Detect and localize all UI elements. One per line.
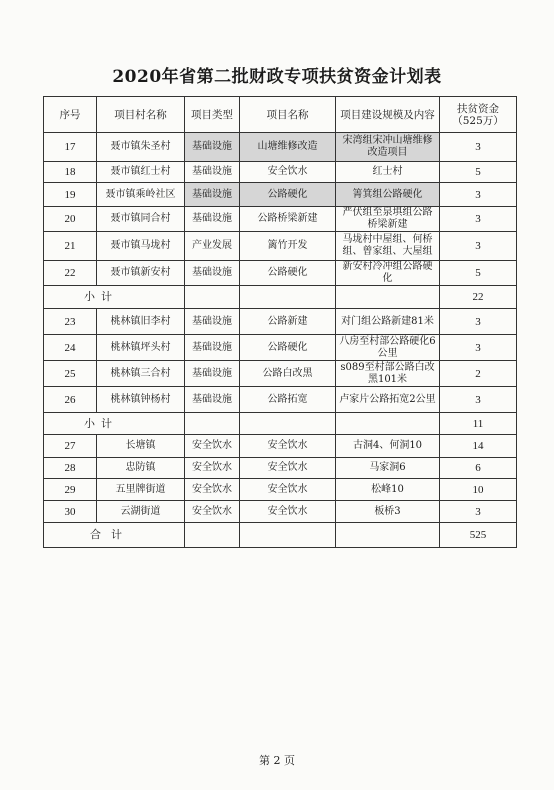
project-name: 安全饮水	[240, 435, 336, 458]
empty-cell	[240, 286, 336, 309]
page-number: 第 2 页	[259, 754, 295, 767]
subtotal-fund: 11	[440, 413, 517, 435]
fund-amount: 3	[440, 232, 517, 261]
row-no: 30	[44, 501, 97, 523]
village-name: 聂市镇新安村	[97, 261, 185, 286]
table-row	[44, 207, 517, 232]
project-type: 基础设施	[185, 261, 240, 286]
header-no: 序号	[44, 97, 97, 133]
row-no: 22	[44, 261, 97, 286]
project-name: 公路桥梁新建	[240, 207, 336, 232]
project-scale: 松峰10	[336, 479, 440, 501]
header-type: 项目类型	[185, 97, 240, 133]
project-scale: 宋湾组宋冲山塘维修改造项目	[336, 133, 440, 162]
village-name: 云湖街道	[97, 501, 185, 523]
project-name: 安全饮水	[240, 479, 336, 501]
empty-cell	[336, 413, 440, 435]
project-scale: 八房至村部公路硬化6公里	[336, 335, 440, 361]
village-name: 桃林镇坪头村	[97, 335, 185, 361]
fund-amount: 10	[440, 479, 517, 501]
village-name: 聂市镇朱圣村	[97, 133, 185, 162]
table-row	[44, 387, 517, 413]
table-row	[44, 183, 517, 207]
village-name: 聂市镇红士村	[97, 162, 185, 183]
project-type: 基础设施	[185, 309, 240, 335]
table-row	[44, 232, 517, 261]
row-no: 18	[44, 162, 97, 183]
fund-amount: 5	[440, 261, 517, 286]
subtotal-fund: 22	[440, 286, 517, 309]
village-name: 桃林镇旧李村	[97, 309, 185, 335]
header-project: 项目名称	[240, 97, 336, 133]
fund-amount: 3	[440, 387, 517, 413]
fund-amount: 14	[440, 435, 517, 458]
row-no: 24	[44, 335, 97, 361]
project-scale: 箐箕组公路硬化	[336, 183, 440, 207]
project-name: 公路硬化	[240, 335, 336, 361]
project-scale: 马家洞6	[336, 458, 440, 479]
fund-amount: 3	[440, 309, 517, 335]
empty-cell	[185, 286, 240, 309]
empty-cell	[240, 523, 336, 548]
empty-cell	[336, 286, 440, 309]
village-name: 忠防镇	[97, 458, 185, 479]
row-no: 26	[44, 387, 97, 413]
project-type: 基础设施	[185, 183, 240, 207]
project-type: 产业发展	[185, 232, 240, 261]
village-name: 聂市镇同合村	[97, 207, 185, 232]
project-name: 篱竹开发	[240, 232, 336, 261]
fund-amount: 2	[440, 361, 517, 387]
row-no: 21	[44, 232, 97, 261]
project-type: 安全饮水	[185, 479, 240, 501]
project-scale: 马垅村中屋组、何桥组、曾家组、大屋组	[336, 232, 440, 261]
row-no: 17	[44, 133, 97, 162]
fund-amount: 3	[440, 335, 517, 361]
row-no: 25	[44, 361, 97, 387]
row-no: 20	[44, 207, 97, 232]
total-fund: 525	[440, 523, 517, 548]
project-type: 基础设施	[185, 162, 240, 183]
row-no: 27	[44, 435, 97, 458]
total-row	[44, 523, 517, 548]
project-name: 公路硬化	[240, 261, 336, 286]
project-scale: 卢家片公路拓宽2公里	[336, 387, 440, 413]
project-type: 基础设施	[185, 335, 240, 361]
table-row	[44, 309, 517, 335]
project-name: 安全饮水	[240, 501, 336, 523]
project-name: 山塘维修改造	[240, 133, 336, 162]
row-no: 23	[44, 309, 97, 335]
project-scale: s089至村部公路白改黑101米	[336, 361, 440, 387]
fund-amount: 3	[440, 133, 517, 162]
fund-amount: 5	[440, 162, 517, 183]
table-row	[44, 479, 517, 501]
project-name: 公路新建	[240, 309, 336, 335]
village-name: 桃林镇三合村	[97, 361, 185, 387]
page-title: 2020年省第二批财政专项扶贫资金计划表	[112, 67, 442, 87]
header-village: 项目村名称	[97, 97, 185, 133]
fund-plan-table	[43, 96, 517, 548]
subtotal-label: 小计	[44, 413, 185, 435]
row-no: 19	[44, 183, 97, 207]
subtotal-row	[44, 286, 517, 309]
project-name: 安全饮水	[240, 162, 336, 183]
fund-amount: 3	[440, 501, 517, 523]
project-type: 安全饮水	[185, 435, 240, 458]
table-row	[44, 261, 517, 286]
subtotal-row	[44, 413, 517, 435]
project-type: 安全饮水	[185, 458, 240, 479]
empty-cell	[185, 523, 240, 548]
table-row	[44, 361, 517, 387]
empty-cell	[240, 413, 336, 435]
table-row	[44, 501, 517, 523]
table-row	[44, 335, 517, 361]
project-scale: 新安村冷冲组公路硬化	[336, 261, 440, 286]
empty-cell	[336, 523, 440, 548]
village-name: 桃林镇钟杨村	[97, 387, 185, 413]
project-type: 基础设施	[185, 387, 240, 413]
fund-amount: 3	[440, 207, 517, 232]
fund-amount: 3	[440, 183, 517, 207]
table-row	[44, 162, 517, 183]
row-no: 28	[44, 458, 97, 479]
empty-cell	[185, 413, 240, 435]
project-scale: 对门组公路新建81米	[336, 309, 440, 335]
project-scale: 严伏组至泉埧组公路桥梁新建	[336, 207, 440, 232]
project-name: 公路拓宽	[240, 387, 336, 413]
fund-amount: 6	[440, 458, 517, 479]
project-type: 基础设施	[185, 207, 240, 232]
village-name: 聂市镇马垅村	[97, 232, 185, 261]
table-row	[44, 133, 517, 162]
project-scale: 红士村	[336, 162, 440, 183]
total-label: 合计	[44, 523, 185, 548]
village-name: 长塘镇	[97, 435, 185, 458]
table-row	[44, 435, 517, 458]
project-type: 基础设施	[185, 361, 240, 387]
header-fund: 扶贫资金（525万）	[440, 97, 517, 133]
subtotal-label: 小计	[44, 286, 185, 309]
row-no: 29	[44, 479, 97, 501]
header-row	[44, 97, 517, 133]
village-name: 五里牌街道	[97, 479, 185, 501]
project-scale: 古洞4、何洞10	[336, 435, 440, 458]
project-name: 公路白改黑	[240, 361, 336, 387]
project-name: 公路硬化	[240, 183, 336, 207]
header-scale: 项目建设规模及内容	[336, 97, 440, 133]
project-name: 安全饮水	[240, 458, 336, 479]
table-row	[44, 458, 517, 479]
project-type: 基础设施	[185, 133, 240, 162]
project-scale: 板桥3	[336, 501, 440, 523]
village-name: 聂市镇乘岭社区	[97, 183, 185, 207]
project-type: 安全饮水	[185, 501, 240, 523]
